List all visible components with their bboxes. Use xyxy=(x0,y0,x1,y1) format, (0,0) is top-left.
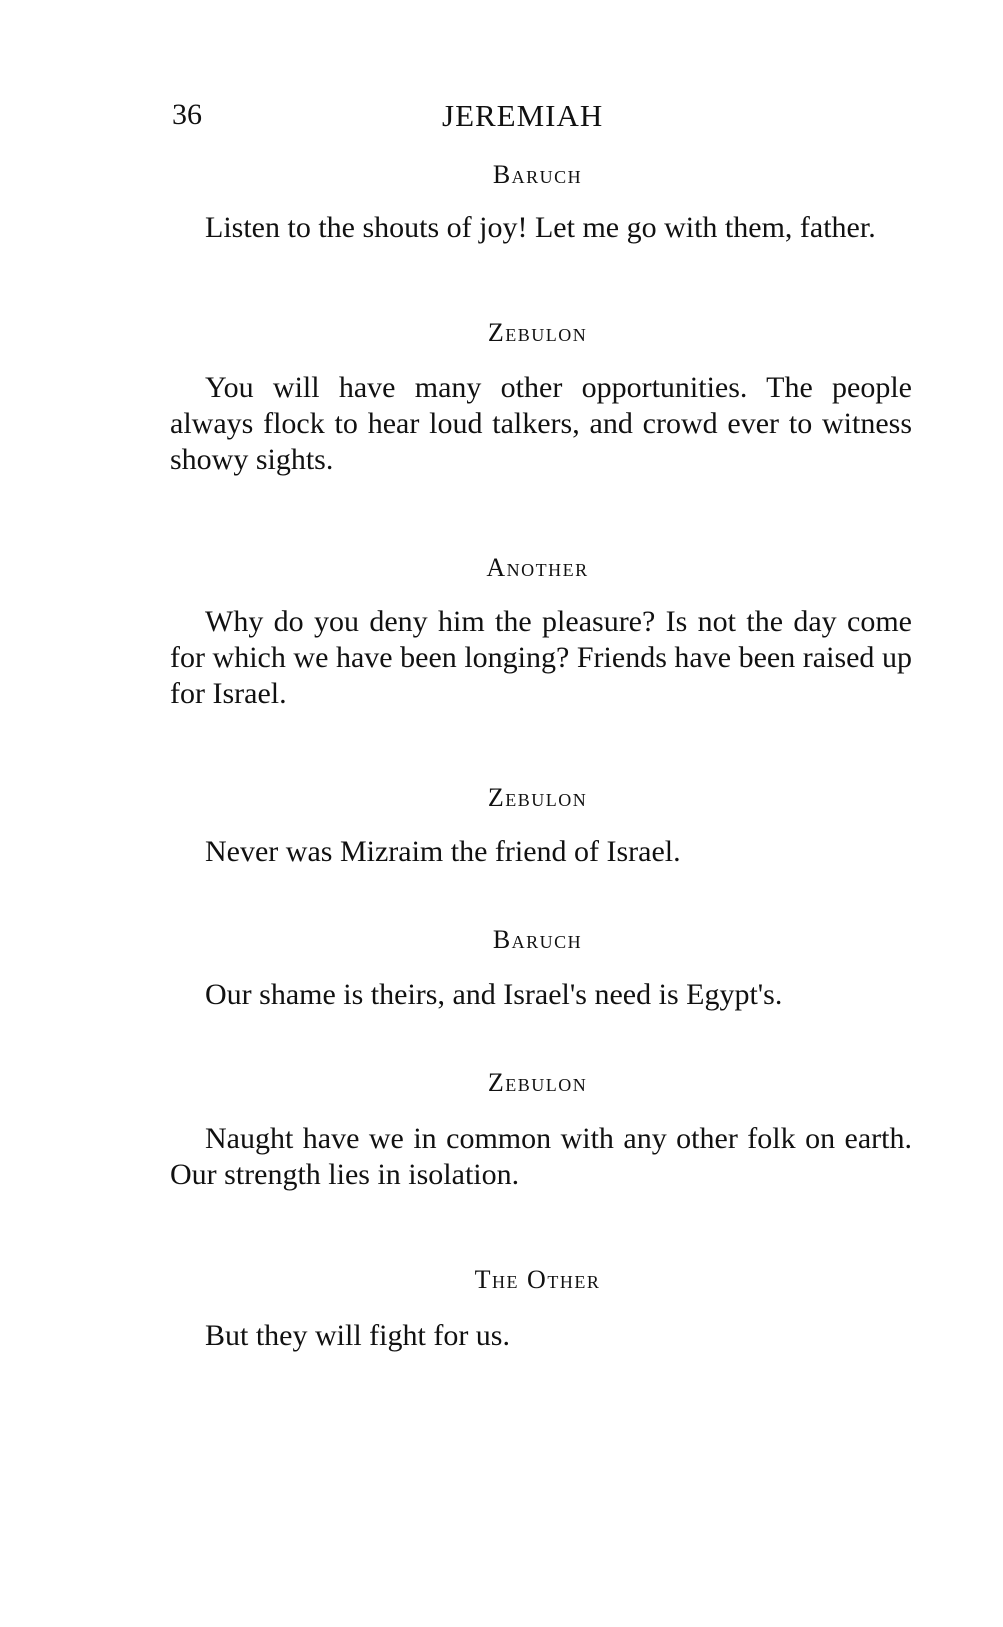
speaker-name: Baruch xyxy=(492,160,583,189)
page-header xyxy=(172,98,912,138)
speaker-name: Zebulon xyxy=(487,783,588,812)
speech-text: Naught have we in common with any other folk on earth. Our strength lies in isolation. xyxy=(170,1122,912,1191)
speech-text: Our shame is theirs, and Israel's need is Egypt's. xyxy=(205,978,783,1011)
running-title: JEREMIAH xyxy=(442,98,604,133)
speech-text: Never was Mizraim the friend of Israel. xyxy=(205,835,681,868)
speaker-name: Zebulon xyxy=(487,1068,588,1097)
page-number: 36 xyxy=(172,98,202,131)
speech-text: Why do you deny him the pleasure? Is not the day come for which we have been longing? Friends have been raised up for Israel. xyxy=(170,605,912,710)
speaker-name: Zebulon xyxy=(487,318,588,347)
speech-text: Listen to the shouts of joy! Let me go with them, father. xyxy=(205,211,876,244)
speaker-name: Baruch xyxy=(492,925,583,954)
speaker-name: The Other xyxy=(474,1265,601,1294)
speaker-name: Another xyxy=(486,553,589,582)
speech-text: But they will fight for us. xyxy=(205,1319,510,1352)
speech-text: You will have many other opportunities. The people always flock to hear loud talkers, and crowd ever to witness showy sights. xyxy=(170,371,912,476)
